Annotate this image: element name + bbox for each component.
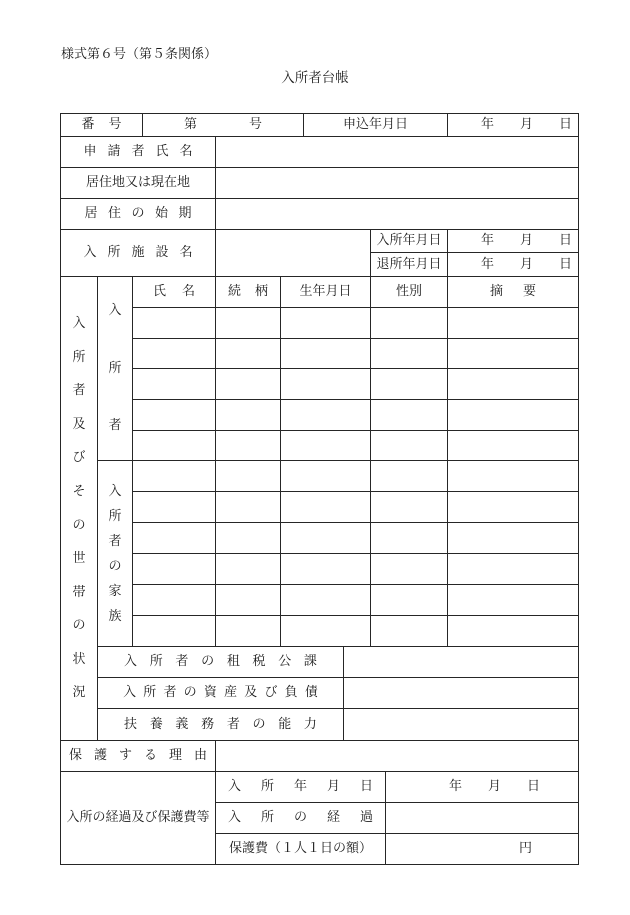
column-header-birthdate-label: 生年月日 (299, 284, 352, 299)
family-row-1-relationship-cell (216, 461, 281, 492)
discharge-date-label-cell (371, 253, 448, 277)
application-date-label-cell (304, 114, 448, 137)
column-header-relationship (216, 277, 281, 308)
tax-label: 入所者の租税公課 (124, 654, 330, 669)
family-row-6-sex-cell (371, 616, 448, 647)
family-row-6-remarks-cell (448, 616, 579, 647)
application-date-field (448, 114, 579, 137)
resident-row-3-name-cell (133, 369, 216, 400)
family-row-5-name-cell (133, 585, 216, 616)
resident-row-4-name-cell (133, 400, 216, 431)
serial-number-prefix: 第 (184, 117, 198, 132)
admission-date-field (448, 230, 579, 253)
family-row-4-relationship-cell (216, 554, 281, 585)
resident-row-2-remarks-cell (448, 339, 579, 369)
facility-name-label: 入所施設名 (83, 245, 204, 260)
column-header-remarks-label: 摘要 (489, 284, 556, 299)
applicant-name-label: 申請者氏名 (83, 144, 204, 159)
address-label: 居住地又は現在地 (85, 175, 190, 190)
family-group-label-cell (98, 461, 133, 647)
family-row-1-sex-cell (371, 461, 448, 492)
family-row-2-birthdate-cell (281, 492, 371, 523)
family-row-3-remarks-cell (448, 523, 579, 554)
resident-row-3-sex-cell (371, 369, 448, 400)
address-field (216, 168, 579, 199)
support-capacity-label: 扶養義務者の能力 (124, 716, 330, 732)
family-row-2-name-cell (133, 492, 216, 523)
family-row-6-relationship-cell (216, 616, 281, 647)
resident-row-5-birthdate-cell (281, 431, 371, 461)
application-date-placeholder: 年 月 日 (480, 117, 572, 132)
column-header-sex (371, 277, 448, 308)
resident-row-3-birthdate-cell (281, 369, 371, 400)
resident-row-5-relationship-cell (216, 431, 281, 461)
protection-fee-label: 保護費（１人１日の額） (228, 841, 372, 856)
column-header-name-label: 氏名 (152, 284, 211, 299)
facility-name-label-cell (61, 230, 216, 277)
resident-row-1-relationship-cell (216, 308, 281, 339)
resident-row-5-name-cell (133, 431, 216, 461)
address-label-cell (61, 168, 216, 199)
family-row-3-relationship-cell (216, 523, 281, 554)
family-row-3-birthdate-cell (281, 523, 371, 554)
family-row-5-sex-cell (371, 585, 448, 616)
resident-group-label: 入所者 (108, 303, 122, 434)
family-group-label: 入所者の家族 (108, 483, 122, 624)
protection-fee-unit: 円 (518, 841, 532, 856)
family-row-5-remarks-cell (448, 585, 579, 616)
resident-row-2-name-cell (133, 339, 216, 369)
column-header-name (133, 277, 216, 308)
applicant-name-field (216, 137, 579, 168)
resident-row-2-relationship-cell (216, 339, 281, 369)
household-section-label-cell (61, 277, 98, 741)
protection-reason-field (216, 741, 579, 772)
progress-admission-date-placeholder: 年 月 日 (448, 779, 540, 794)
progress-admission-date-label: 入所年月日 (227, 779, 393, 794)
resident-row-1-remarks-cell (448, 308, 579, 339)
family-row-4-birthdate-cell (281, 554, 371, 585)
discharge-date-field (448, 253, 579, 277)
family-row-4-sex-cell (371, 554, 448, 585)
residence-start-label: 居住の始期 (84, 206, 202, 221)
resident-row-4-relationship-cell (216, 400, 281, 431)
column-header-sex-label: 性別 (395, 284, 422, 299)
progress-history-field (386, 803, 579, 834)
form-table (60, 113, 579, 865)
progress-section-label-cell (61, 772, 216, 865)
support-capacity-field (344, 709, 579, 741)
support-capacity-label-cell (98, 709, 344, 741)
admission-date-label: 入所年月日 (376, 233, 442, 248)
family-row-2-remarks-cell (448, 492, 579, 523)
resident-row-5-remarks-cell (448, 431, 579, 461)
resident-row-2-birthdate-cell (281, 339, 371, 369)
tax-field (344, 647, 579, 678)
family-row-1-birthdate-cell (281, 461, 371, 492)
resident-row-4-birthdate-cell (281, 400, 371, 431)
family-row-1-remarks-cell (448, 461, 579, 492)
family-row-4-remarks-cell (448, 554, 579, 585)
family-row-2-relationship-cell (216, 492, 281, 523)
admission-date-placeholder: 年 月 日 (480, 233, 572, 248)
column-header-relationship-label: 続柄 (227, 284, 282, 299)
serial-number-label-cell (61, 114, 143, 137)
protection-fee-label-cell (216, 834, 386, 865)
household-section-label: 入所者及びその世帯の状況 (72, 315, 86, 701)
serial-number-field (143, 114, 304, 137)
family-row-6-birthdate-cell (281, 616, 371, 647)
form-number-label: 様式第６号（第５条関係） (61, 47, 218, 62)
family-row-1-name-cell (133, 461, 216, 492)
assets-field (344, 678, 579, 709)
column-header-birthdate (281, 277, 371, 308)
serial-number-suffix: 号 (249, 117, 263, 132)
protection-reason-label-cell (61, 741, 219, 772)
residence-start-field (216, 199, 579, 230)
discharge-date-placeholder: 年 月 日 (480, 256, 572, 272)
resident-row-4-remarks-cell (448, 400, 579, 431)
applicant-name-label-cell (61, 137, 216, 168)
progress-admission-date-field (386, 772, 579, 803)
resident-row-1-name-cell (133, 308, 216, 339)
resident-row-1-sex-cell (371, 308, 448, 339)
resident-row-3-remarks-cell (448, 369, 579, 400)
resident-row-3-relationship-cell (216, 369, 281, 400)
assets-label: 入所者の資産及び負債 (123, 685, 326, 700)
discharge-date-label: 退所年月日 (376, 256, 442, 272)
resident-row-1-birthdate-cell (281, 308, 371, 339)
resident-group-label-cell (98, 277, 133, 461)
application-date-label: 申込年月日 (342, 117, 408, 132)
resident-row-2-sex-cell (371, 339, 448, 369)
serial-number-label: 番号 (81, 117, 136, 132)
protection-fee-field (386, 834, 579, 865)
page-title: 入所者台帳 (281, 70, 349, 86)
family-row-5-relationship-cell (216, 585, 281, 616)
resident-row-5-sex-cell (371, 431, 448, 461)
column-header-remarks (448, 277, 579, 308)
family-row-2-sex-cell (371, 492, 448, 523)
progress-history-label-cell (216, 803, 393, 834)
family-row-5-birthdate-cell (281, 585, 371, 616)
progress-admission-date-label-cell (216, 772, 393, 803)
progress-section-label: 入所の経過及び保護費等 (66, 810, 210, 825)
admission-date-label-cell (371, 230, 448, 253)
tax-label-cell (98, 647, 344, 678)
assets-label-cell (98, 678, 344, 709)
family-row-3-sex-cell (371, 523, 448, 554)
protection-reason-label: 保護する理由 (68, 748, 219, 763)
resident-row-4-sex-cell (371, 400, 448, 431)
family-row-4-name-cell (133, 554, 216, 585)
family-row-3-name-cell (133, 523, 216, 554)
facility-name-field (216, 230, 371, 277)
progress-history-label: 入所の経過 (227, 810, 393, 825)
residence-start-label-cell (61, 199, 216, 230)
family-row-6-name-cell (133, 616, 216, 647)
